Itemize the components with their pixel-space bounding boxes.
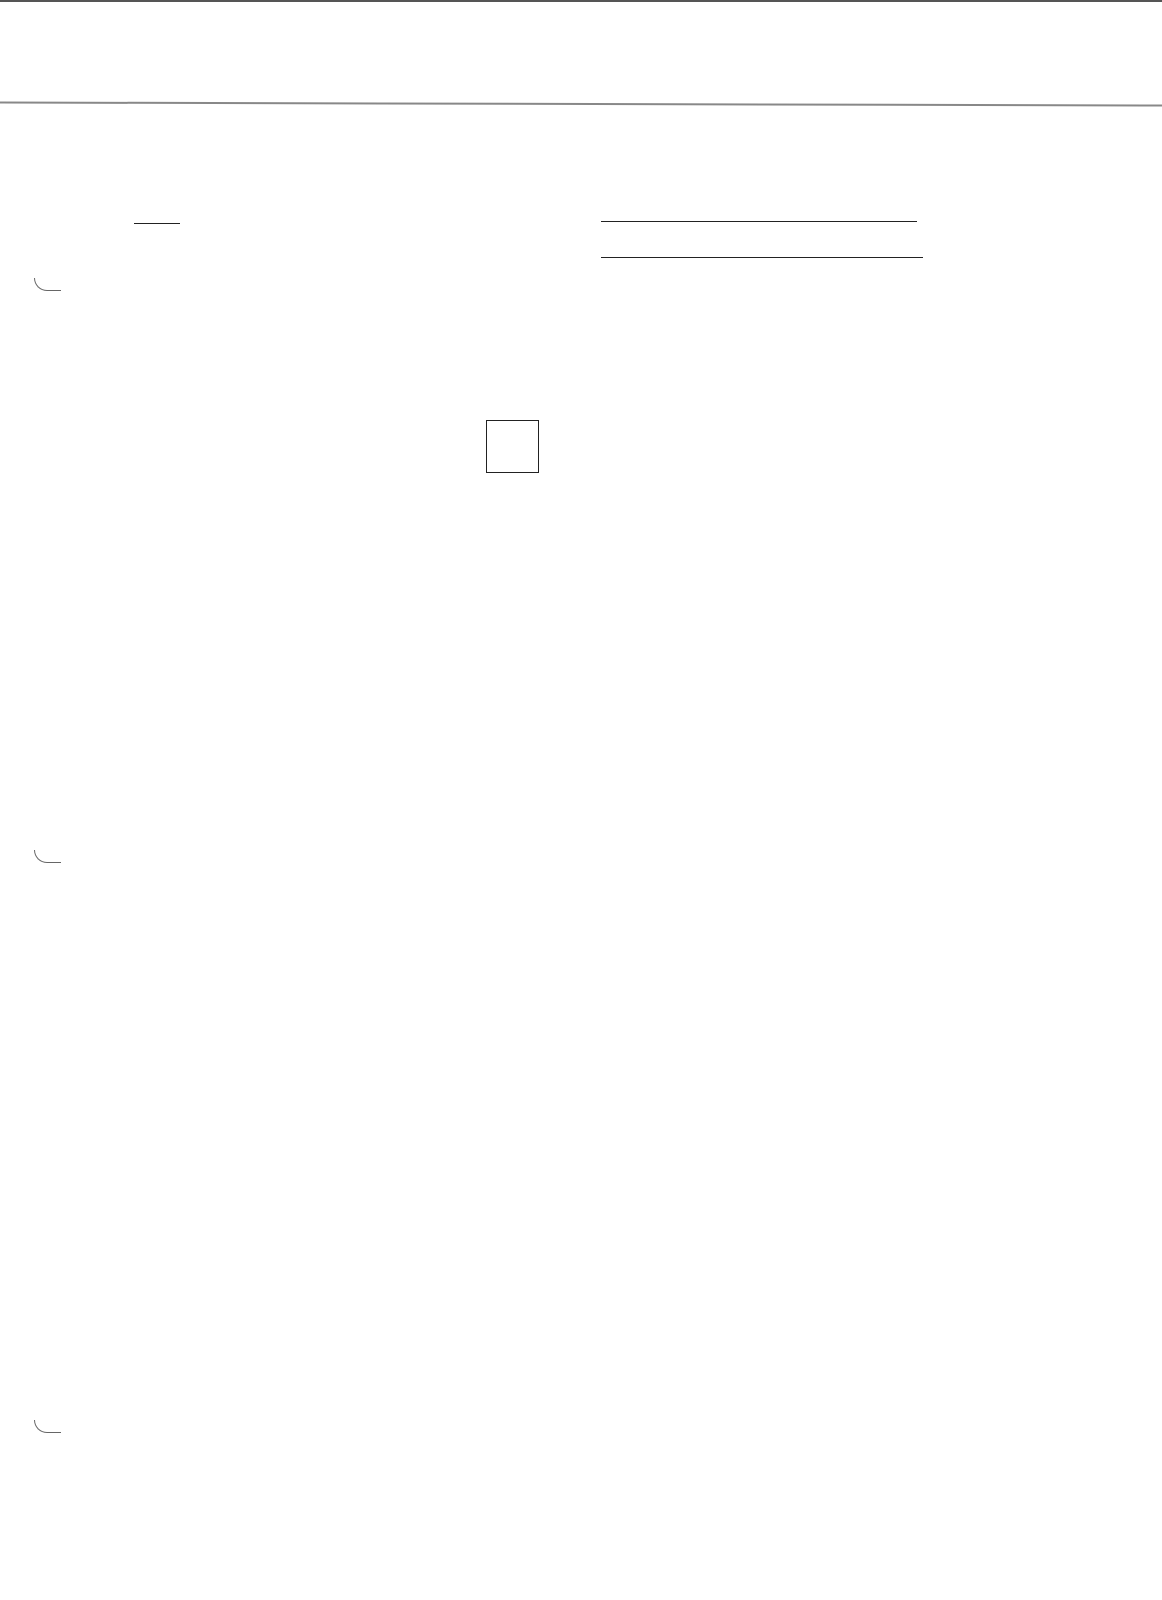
down-clue bbox=[609, 1364, 661, 1398]
date-line bbox=[601, 232, 923, 266]
binder-hole-mark bbox=[34, 278, 61, 291]
binder-hole-mark bbox=[34, 850, 61, 863]
down-clues bbox=[609, 1297, 661, 1532]
instructions bbox=[136, 307, 1036, 344]
across-clues bbox=[108, 1297, 160, 1465]
down-clue bbox=[609, 1465, 661, 1499]
course-line bbox=[134, 198, 180, 232]
period-blank[interactable] bbox=[134, 199, 180, 224]
down-clue bbox=[609, 1297, 661, 1331]
scan-fold-line bbox=[0, 101, 1162, 106]
down-clue bbox=[609, 1498, 661, 1532]
across-clue bbox=[108, 1431, 160, 1465]
binder-hole-mark bbox=[34, 1420, 61, 1433]
down-clue bbox=[609, 1431, 661, 1465]
down-clue bbox=[609, 1331, 661, 1365]
across-clue bbox=[108, 1398, 160, 1432]
name-blank[interactable] bbox=[601, 197, 917, 222]
crossword-cell[interactable] bbox=[486, 420, 539, 473]
down-clue bbox=[609, 1398, 661, 1432]
date-blank[interactable] bbox=[601, 233, 923, 258]
across-clue bbox=[108, 1331, 160, 1365]
across-clue bbox=[108, 1297, 160, 1331]
name-line bbox=[601, 196, 917, 230]
across-clue bbox=[108, 1364, 160, 1398]
page-top-edge bbox=[0, 0, 1162, 2]
